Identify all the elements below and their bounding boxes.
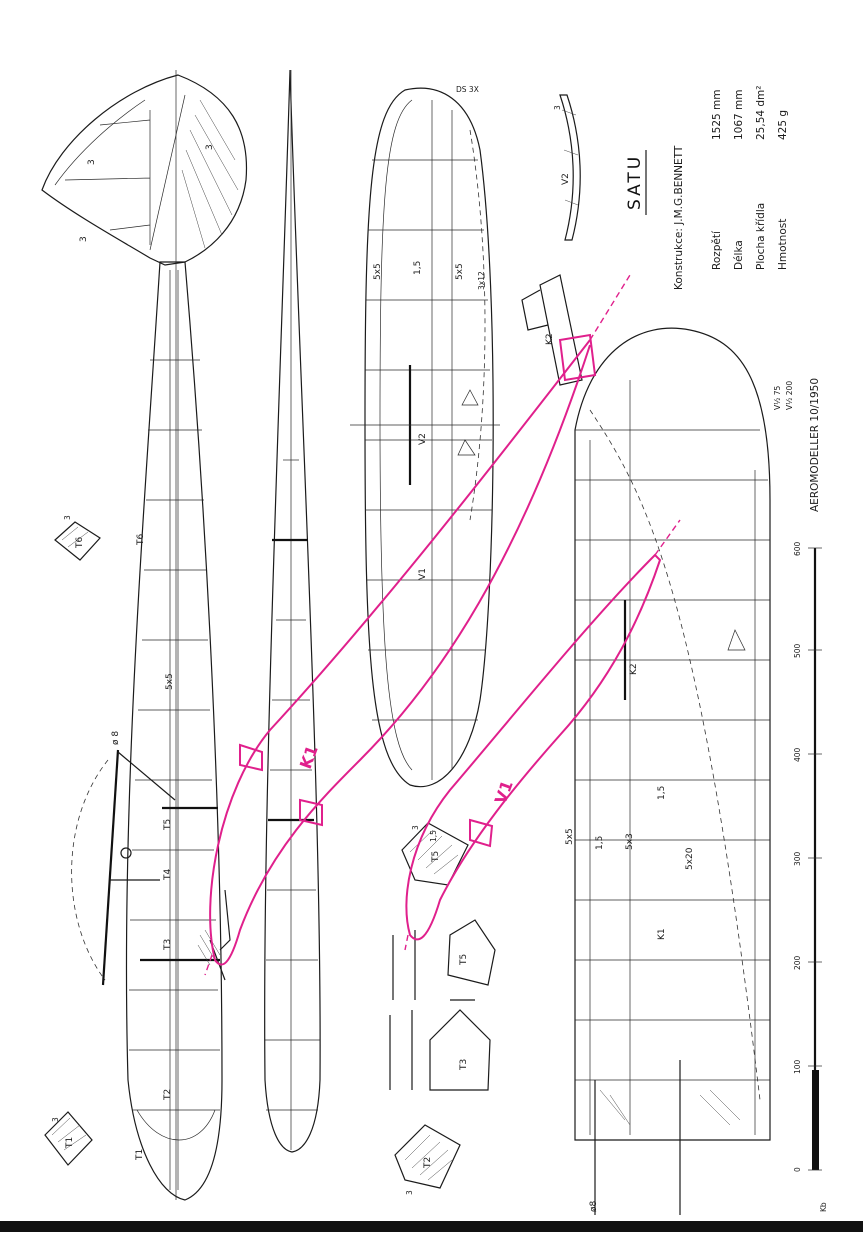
label-t2-detail: T2 [423,1156,433,1168]
label-3-t6: 3 [63,515,72,520]
scale-tick-400: 400 [793,747,802,762]
scale-tick-500: 500 [793,643,802,658]
former-details [45,522,495,1188]
label-s5-fuselage: 5x5 [165,673,175,690]
label-fin-3b: 3 [205,144,215,150]
spec-value-mass: 425 g [777,109,789,140]
label-k1-magenta: K1 [295,742,322,772]
label-frac-2: V½ 200 [785,380,794,410]
label-t2: T2 [163,1088,173,1100]
label-d8: ø 8 [111,730,121,745]
label-3x12: 3x12 [477,271,486,290]
scale-tick-0: 0 [793,1167,802,1172]
scale-tick-100: 100 [793,1059,802,1074]
label-v1-stab: V1 [418,568,428,580]
designer-credit: Konstrukce: J.M.G.BENNETT [673,145,685,290]
spec-value-span: 1525 mm [711,89,723,140]
wing-view [575,328,770,1215]
label-t1-detail: T1 [65,1136,75,1148]
label-k2-wing: K2 [629,663,639,675]
scale-tick-300: 300 [793,851,802,866]
label-t5: T5 [163,818,173,830]
label-t3-frame: T3 [459,1058,469,1070]
part-k2 [522,275,582,385]
spec-label-area: Plocha křídla [755,202,767,270]
label-15-t5: 1,5 [429,830,438,842]
spec-value-length: 1067 mm [733,89,745,140]
label-v2-stab: V2 [418,433,428,445]
magenta-overlay-parts [205,275,680,975]
label-3-rib: 3 [553,105,562,110]
label-fin-3c: 3 [79,236,89,242]
label-fin-3a: 3 [87,159,97,165]
label-v1-magenta: V1 [490,777,517,807]
bottom-border-bar [0,1221,863,1232]
scale-tick-200: 200 [793,955,802,970]
label-s5-wing: 5x5 [565,828,575,845]
label-s5-stab-b: 5x5 [455,263,465,280]
spec-label-span: Rozpětí [711,231,723,270]
label-t5-detail: T5 [431,850,441,862]
label-3-t5: 3 [411,825,420,830]
spec-value-area: 25,54 dm² [755,85,767,140]
label-v2-rib: V2 [561,173,571,185]
label-frac-1: V½ 75 [773,385,782,410]
rib-v2-detail [560,95,580,240]
spec-label-length: Délka [733,240,745,270]
label-d8-wing: ø8 [589,1200,599,1212]
fuselage-side-view [42,70,246,1200]
label-3-t2: 3 [405,1190,414,1195]
label-s5-stab-a: 5x5 [373,263,383,280]
title-block [625,86,821,513]
label-t4: T4 [163,868,173,880]
fuselage-top-view [265,70,320,1152]
scale-tick-labels [793,541,828,1212]
label-15-wing-a: 1,5 [595,835,605,850]
label-15-stab: 1,5 [413,260,423,275]
label-3-t1: 3 [51,1117,60,1122]
label-t6: T6 [136,533,146,545]
scale-tick-600: 600 [793,541,802,556]
label-15-wing-b: 1,5 [657,785,667,800]
scale-corner-mark: Kb [819,1202,828,1212]
label-t1: T1 [135,1148,145,1160]
plan-title: SATU [625,153,645,210]
label-k2-part: K2 [545,333,555,345]
label-s20-wing: 5x20 [685,847,695,870]
label-t6-detail: T6 [75,536,85,548]
source-credit: AEROMODELLER 10/1950 [809,377,821,512]
label-ds: DS 3X [456,85,479,94]
label-k1-wing: K1 [657,928,667,940]
scale-bar [808,548,822,1170]
label-t5-frame: T5 [459,953,469,965]
label-s3-wing: 5x3 [625,833,635,850]
spec-label-mass: Hmotnost [777,218,789,270]
label-t3: T3 [163,938,173,950]
